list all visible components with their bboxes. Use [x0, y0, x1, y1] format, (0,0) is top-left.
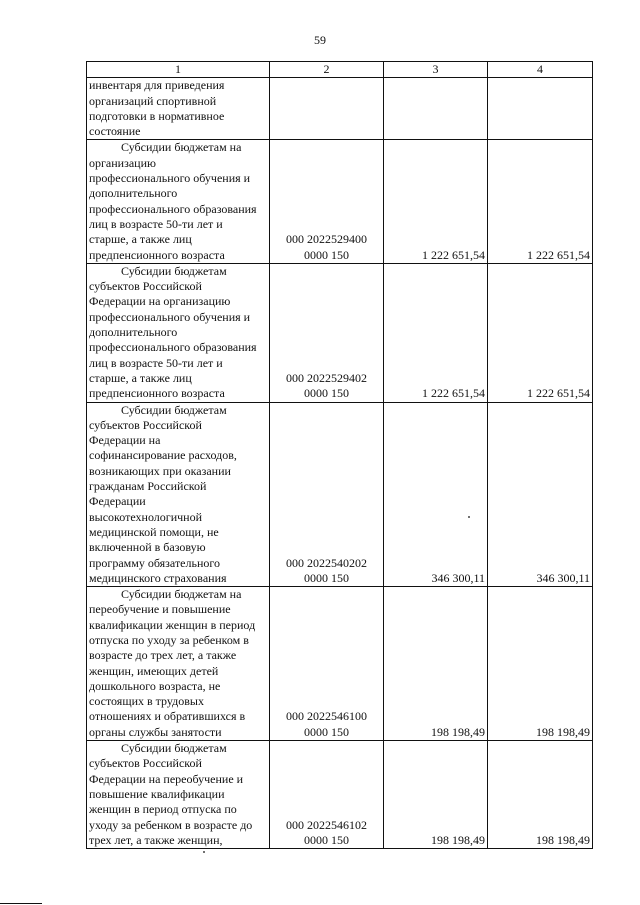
description-text: программу обязательного — [89, 555, 221, 570]
description-line — [89, 556, 267, 571]
description-line — [89, 494, 267, 509]
description-line — [89, 171, 267, 186]
description-line — [89, 232, 267, 247]
description-line — [89, 418, 267, 433]
row-description — [87, 402, 270, 587]
table-row — [87, 140, 593, 263]
description-text: предпенсионного возраста — [89, 247, 225, 262]
description-line — [89, 371, 267, 386]
description-text: организаций спортивной — [89, 93, 217, 108]
description-text: профессионального обучения и — [89, 171, 251, 186]
description-line — [89, 78, 267, 93]
page-number: 59 — [314, 33, 326, 47]
amount-col3: 1 222 651,54 — [384, 140, 488, 263]
description-text: лиц в возрасте 50-ти лет и — [89, 355, 223, 370]
description-text: лиц в возрасте 50-ти лет и — [89, 216, 223, 231]
description-text: субъектов Российской — [89, 756, 202, 771]
description-text: Федерации на — [89, 433, 161, 448]
amount-col3: 1 222 651,54 — [384, 263, 488, 402]
budget-code-line: 000 2022529402 — [286, 370, 367, 385]
description-line — [89, 264, 267, 279]
row-description — [87, 587, 270, 741]
column-header-3: 3 — [384, 62, 488, 78]
budget-code-line — [272, 124, 381, 139]
description-line — [89, 340, 267, 355]
description-line — [89, 802, 267, 817]
description-line — [89, 140, 267, 155]
description-text: Федерации на организацию — [89, 294, 231, 309]
column-header-2: 2 — [270, 62, 384, 78]
table-row — [87, 78, 593, 140]
description-line — [89, 618, 267, 633]
description-text: медицинского страхования — [89, 570, 227, 585]
description-line — [89, 833, 267, 848]
description-text: софинансирование расходов, — [89, 448, 237, 463]
description-text: профессионального образования — [89, 340, 257, 355]
description-line — [89, 741, 267, 756]
description-line — [89, 694, 267, 709]
amount-col3 — [384, 78, 488, 140]
description-line — [89, 94, 267, 109]
description-line — [89, 633, 267, 648]
description-text: субъектов Российской — [89, 417, 202, 432]
amount-col4 — [488, 78, 593, 140]
budget-code-line: 0000 150 — [304, 570, 349, 585]
budget-code-line: 000 2022529400 — [286, 232, 367, 247]
budget-code — [270, 140, 384, 263]
scan-dot — [203, 851, 205, 853]
description-text: старше, а также лиц — [89, 232, 192, 247]
description-text: состоящих в трудовых — [89, 694, 204, 709]
description-line — [89, 756, 267, 771]
description-text: Субсидии бюджетам на — [121, 140, 242, 155]
budget-code-line: 0000 150 — [304, 247, 349, 262]
description-line — [89, 186, 267, 201]
description-text: гражданам Российской — [89, 479, 207, 494]
budget-code-line: 0000 150 — [304, 832, 349, 847]
description-text: Субсидии бюджетам — [121, 741, 227, 756]
description-text: дошкольного возраста, не — [89, 678, 221, 693]
description-line — [89, 772, 267, 787]
description-text: переобучение и повышение — [89, 602, 231, 617]
description-text: предпенсионного возраста — [89, 386, 225, 401]
description-text: состояние — [89, 124, 141, 139]
row-description — [87, 140, 270, 263]
description-text: возникающих при оказании — [89, 463, 231, 478]
amount-col4: 198 198,49 — [488, 587, 593, 741]
description-line — [89, 525, 267, 540]
description-line — [89, 448, 267, 463]
budget-code-line: 0000 150 — [304, 386, 349, 401]
description-text: органы службы занятости — [89, 724, 222, 739]
description-line — [89, 464, 267, 479]
description-text: медицинской помощи, не — [89, 524, 219, 539]
description-line — [89, 325, 267, 340]
budget-code — [270, 402, 384, 587]
description-text: женщин, имеющих детей — [89, 663, 219, 678]
description-text: Субсидии бюджетам на — [121, 587, 242, 602]
description-line — [89, 679, 267, 694]
description-line — [89, 540, 267, 555]
scan-dot — [468, 516, 470, 518]
footnote-rule — [0, 903, 42, 904]
description-text: дополнительного — [89, 186, 178, 201]
description-line — [89, 510, 267, 525]
column-header-4: 4 — [488, 62, 593, 78]
budget-code — [270, 741, 384, 849]
amount-col3: 198 198,49 — [384, 587, 488, 741]
table-body — [87, 78, 593, 849]
table-row — [87, 263, 593, 402]
description-line — [89, 787, 267, 802]
description-text: отпуска по уходу за ребенком в — [89, 632, 249, 647]
description-text: профессионального образования — [89, 201, 257, 216]
description-text: трех лет, а также женщин, — [89, 832, 223, 847]
budget-code-line: 000 2022546102 — [286, 817, 367, 832]
budget-code — [270, 78, 384, 140]
description-line — [89, 479, 267, 494]
description-text: Федерации — [89, 494, 146, 509]
budget-code — [270, 587, 384, 741]
description-line — [89, 648, 267, 663]
description-line — [89, 587, 267, 602]
description-text: Субсидии бюджетам — [121, 402, 227, 417]
header-row — [87, 62, 593, 78]
description-line — [89, 279, 267, 294]
table-row — [87, 741, 593, 849]
description-text: отношениях и обратившихся в — [89, 709, 246, 724]
description-text: инвентаря для приведения — [89, 78, 225, 93]
amount-col4: 1 222 651,54 — [488, 263, 593, 402]
description-line — [89, 217, 267, 232]
description-line — [89, 664, 267, 679]
description-text: возрасте до трех лет, а также — [89, 648, 237, 663]
amount-col4: 198 198,49 — [488, 741, 593, 849]
description-line — [89, 571, 267, 586]
amount-col4: 1 222 651,54 — [488, 140, 593, 263]
description-line — [89, 709, 267, 724]
budget-code — [270, 263, 384, 402]
row-description — [87, 78, 270, 140]
description-line — [89, 818, 267, 833]
description-line — [89, 403, 267, 418]
description-text: субъектов Российской — [89, 279, 202, 294]
amount-col3: 198 198,49 — [384, 741, 488, 849]
description-line — [89, 725, 267, 740]
description-text: повышение квалификации — [89, 786, 225, 801]
description-text: организацию — [89, 155, 156, 170]
description-line — [89, 109, 267, 124]
description-text: профессионального обучения и — [89, 309, 251, 324]
row-description — [87, 263, 270, 402]
description-line — [89, 356, 267, 371]
description-text: Федерации на переобучение и — [89, 771, 244, 786]
description-text: старше, а также лиц — [89, 370, 192, 385]
description-line — [89, 433, 267, 448]
description-line — [89, 202, 267, 217]
description-text: дополнительного — [89, 325, 178, 340]
description-line — [89, 294, 267, 309]
description-text: включенной в базовую — [89, 540, 206, 555]
description-line — [89, 310, 267, 325]
description-line — [89, 248, 267, 263]
description-text: подготовки в нормативное — [89, 108, 225, 123]
description-line — [89, 124, 267, 139]
budget-table — [86, 61, 593, 849]
budget-code-line: 000 2022546100 — [286, 709, 367, 724]
budget-code-line: 000 2022540202 — [286, 555, 367, 570]
budget-code-line — [272, 109, 381, 124]
column-header-1: 1 — [87, 62, 270, 78]
description-line — [89, 156, 267, 171]
description-text: уходу за ребенком в возрасте до — [89, 817, 253, 832]
description-line — [89, 386, 267, 401]
budget-code-line: 0000 150 — [304, 724, 349, 739]
description-text: высокотехнологичной — [89, 509, 203, 524]
table-row — [87, 587, 593, 741]
table-row — [87, 402, 593, 587]
amount-col3: 346 300,11 — [384, 402, 488, 587]
row-description — [87, 741, 270, 849]
description-text: квалификации женщин в период — [89, 617, 256, 632]
description-text: женщин в период отпуска по — [89, 802, 237, 817]
description-text: Субсидии бюджетам — [121, 263, 227, 278]
description-line — [89, 602, 267, 617]
amount-col4: 346 300,11 — [488, 402, 593, 587]
